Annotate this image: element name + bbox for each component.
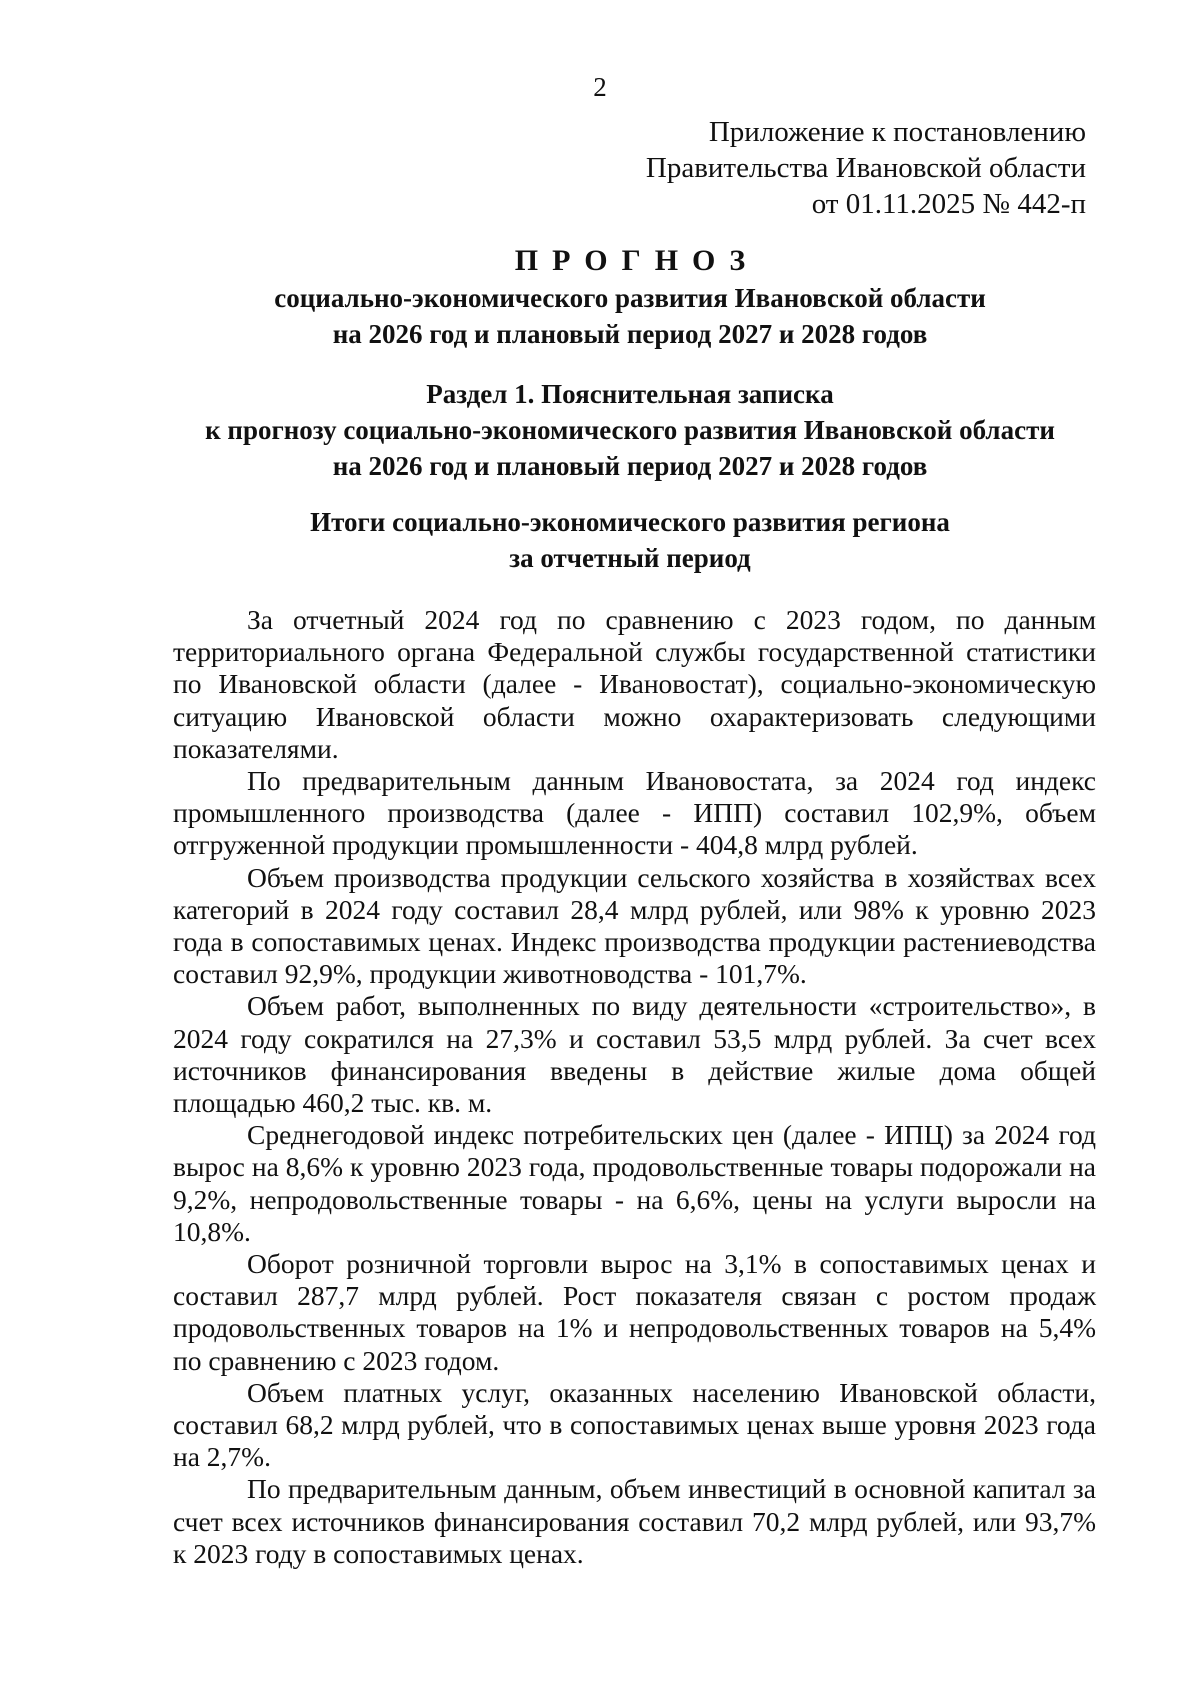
paragraph: По предварительным данным, объем инвестиций в основной капитал за счет всех источников финансирования составил 70,2 млрд рублей, или 93,7% к 2023 году в сопоставимых ценах. — [173, 1473, 1096, 1569]
page-number: 2 — [593, 72, 607, 102]
body-text — [173, 604, 1096, 1570]
section-heading-line: Раздел 1. Пояснительная записка — [426, 379, 834, 409]
document-title: ПРОГНОЗ — [514, 244, 760, 277]
subsection-heading-line: Итоги социально-экономического развития региона — [310, 507, 950, 537]
subsection-heading — [150, 504, 1110, 576]
section-heading-line: на 2026 год и плановый период 2027 и 2028 годов — [332, 451, 928, 481]
paragraph: Среднегодовой индекс потребительских цен (далее - ИПЦ) за 2024 год вырос на 8,6% к уровню 2023 года, продовольственные товары подорожали на 9,2%, непродовольственные товары - на 6,6%, цены на услуги выросли на 10,8%. — [173, 1119, 1096, 1247]
section-heading-line: к прогнозу социально-экономического развития Ивановской области — [205, 415, 1055, 445]
paragraph: Объем работ, выполненных по виду деятельности «строительство», в 2024 году сократился на 27,3% и составил 53,5 млрд рублей. За счет всех источников финансирования введены в действие жилые дома общей площадью 460,2 тыс. кв. м. — [173, 990, 1096, 1119]
appendix-reference — [646, 114, 1086, 222]
document-subtitle-line: на 2026 год и плановый период 2027 и 2028 годов — [332, 319, 928, 349]
appendix-line: Приложение к постановлению — [708, 116, 1086, 148]
paragraph: За отчетный 2024 год по сравнению с 2023 годом, по данным территориального органа Федеральной службы государственной статистики по Ивановской области (далее - Ивановостат), социально-экономическую ситуацию Ивановской области можно охарактеризовать следующими показателями. — [173, 604, 1096, 764]
paragraph: По предварительным данным Ивановостата, за 2024 год индекс промышленного производства (далее - ИПП) составил 102,9%, объем отгруженной продукции промышленности - 404,8 млрд рублей. — [173, 765, 1096, 861]
paragraph: Объем платных услуг, оказанных населению Ивановской области, составил 68,2 млрд рублей, что в сопоставимых ценах выше уровня 2023 года на 2,7%. — [173, 1376, 1096, 1473]
document-title-block — [150, 242, 1110, 352]
subsection-heading-line: за отчетный период — [509, 543, 751, 573]
paragraph: Объем производства продукции сельского хозяйства в хозяйствах всех категорий в 2024 году составил 28,4 млрд рублей, или 98% к уровню 2023 года в сопоставимых ценах. Индекс производства продукции растениеводства составил 92,9%, продукции животноводства - 101,7%. — [173, 861, 1096, 990]
appendix-line: Правительства Ивановской области — [645, 152, 1086, 184]
document-subtitle-line: социально-экономического развития Ивановской области — [274, 283, 986, 313]
paragraph: Оборот розничной торговли вырос на 3,1% в сопоставимых ценах и составил 287,7 млрд рублей. Рост показателя связан с ростом продаж продовольственных товаров на 1% и непродовольственных товаров на 5,4% по сравнению с 2023 годом. — [173, 1248, 1096, 1376]
section-heading — [150, 376, 1110, 484]
appendix-date-number: от 01.11.2025 № 442-п — [811, 188, 1086, 220]
